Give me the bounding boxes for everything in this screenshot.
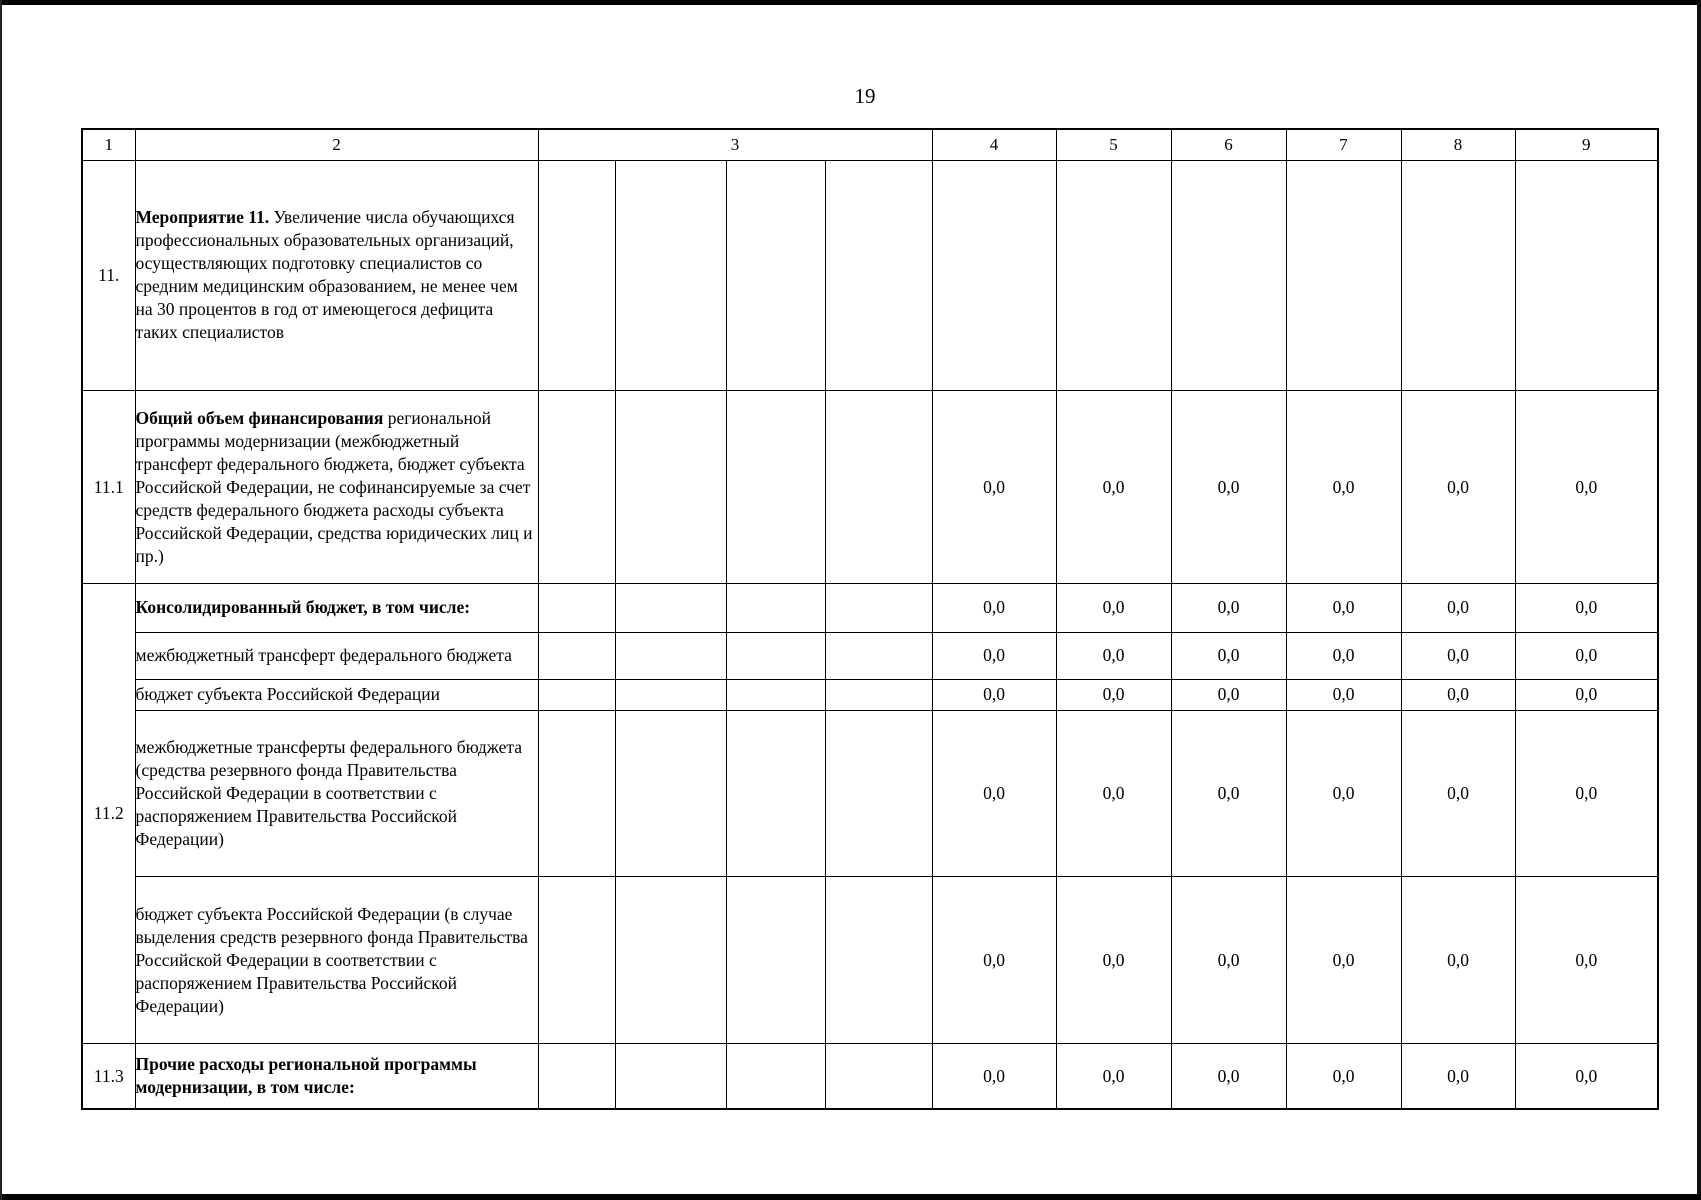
table-row <box>82 391 1658 584</box>
empty-cell <box>615 877 726 1044</box>
empty-cell <box>538 584 615 632</box>
value-cell: 0,0 <box>1515 679 1658 710</box>
value-cell: 0,0 <box>1056 1044 1171 1109</box>
financing-table <box>81 128 1659 1110</box>
empty-cell <box>726 160 825 390</box>
empty-cell <box>825 710 932 876</box>
value-cell: 0,0 <box>1515 584 1658 632</box>
value-cell: 0,0 <box>1056 584 1171 632</box>
scan-border-bottom <box>0 1194 1701 1200</box>
value-cell: 0,0 <box>1401 710 1515 876</box>
row-description <box>135 1044 538 1109</box>
value-cell: 0,0 <box>1401 584 1515 632</box>
header-col-9: 9 <box>1515 129 1658 160</box>
header-col-3: 3 <box>538 129 932 160</box>
value-cell <box>932 160 1056 390</box>
row-title: Общий объем финансирования <box>135 407 384 428</box>
empty-cell <box>825 632 932 679</box>
table-row <box>82 584 1658 632</box>
value-cell: 0,0 <box>1171 1044 1286 1109</box>
empty-cell <box>615 632 726 679</box>
value-cell: 0,0 <box>1286 710 1401 876</box>
value-cell: 0,0 <box>1401 877 1515 1044</box>
value-cell: 0,0 <box>932 1044 1056 1109</box>
empty-cell <box>538 877 615 1044</box>
value-cell: 0,0 <box>1056 679 1171 710</box>
value-cell: 0,0 <box>1515 710 1658 876</box>
value-cell: 0,0 <box>1171 632 1286 679</box>
value-cell: 0,0 <box>1286 1044 1401 1109</box>
value-cell: 0,0 <box>1286 584 1401 632</box>
empty-cell <box>615 584 726 632</box>
empty-cell <box>538 391 615 584</box>
value-cell <box>1171 160 1286 390</box>
empty-cell <box>825 160 932 390</box>
value-cell: 0,0 <box>1056 391 1171 584</box>
row-text: межбюджетный трансферт федерального бюджета <box>135 645 512 666</box>
row-description <box>135 160 538 390</box>
scan-border-top <box>0 0 1701 5</box>
empty-cell <box>538 160 615 390</box>
value-cell: 0,0 <box>1286 679 1401 710</box>
empty-cell <box>538 710 615 876</box>
row-text: межбюджетные трансферты федерального бюджета (средства резервного фонда Правительства Российской Федерации в соответствии с распоряжением Правительства Российской Федерации) <box>135 736 523 849</box>
value-cell: 0,0 <box>1515 877 1658 1044</box>
row-number: 11.3 <box>82 1044 135 1109</box>
empty-cell <box>825 877 932 1044</box>
empty-cell <box>825 584 932 632</box>
value-cell: 0,0 <box>932 710 1056 876</box>
empty-cell <box>538 679 615 710</box>
row-title: Мероприятие 11. <box>135 207 270 228</box>
value-cell: 0,0 <box>932 877 1056 1044</box>
empty-cell <box>726 710 825 876</box>
value-cell: 0,0 <box>1171 877 1286 1044</box>
header-col-1: 1 <box>82 129 135 160</box>
value-cell <box>1401 160 1515 390</box>
empty-cell <box>615 160 726 390</box>
value-cell: 0,0 <box>932 679 1056 710</box>
row-title: Консолидированный бюджет, в том числе: <box>135 597 471 618</box>
header-col-6: 6 <box>1171 129 1286 160</box>
empty-cell <box>538 1044 615 1109</box>
table-row <box>82 160 1658 390</box>
header-col-2: 2 <box>135 129 538 160</box>
row-text: Увеличение числа обучающихся профессиональных образовательных организаций, осуществляющих подготовку специалистов со средним медицинским образованием, не менее чем на 30 процентов в год от имеющегося дефицита таких специалистов <box>135 207 518 343</box>
value-cell: 0,0 <box>932 632 1056 679</box>
empty-cell <box>726 632 825 679</box>
empty-cell <box>825 679 932 710</box>
header-col-4: 4 <box>932 129 1056 160</box>
value-cell <box>1056 160 1171 390</box>
page-number: 19 <box>854 84 876 108</box>
row-description <box>135 710 538 876</box>
value-cell: 0,0 <box>1056 632 1171 679</box>
empty-cell <box>538 632 615 679</box>
value-cell: 0,0 <box>1401 632 1515 679</box>
table-row <box>82 877 1658 1044</box>
value-cell: 0,0 <box>1401 391 1515 584</box>
value-cell: 0,0 <box>1171 391 1286 584</box>
value-cell: 0,0 <box>1056 710 1171 876</box>
empty-cell <box>615 391 726 584</box>
value-cell: 0,0 <box>1286 391 1401 584</box>
row-description <box>135 679 538 710</box>
empty-cell <box>726 584 825 632</box>
table-row <box>82 679 1658 710</box>
table-row <box>82 1044 1658 1109</box>
row-description <box>135 391 538 584</box>
header-col-8: 8 <box>1401 129 1515 160</box>
header-col-5: 5 <box>1056 129 1171 160</box>
empty-cell <box>615 710 726 876</box>
row-number: 11.2 <box>82 584 135 1044</box>
row-number: 11.1 <box>82 391 135 584</box>
scan-border-left <box>0 0 2 1200</box>
header-row <box>82 129 1658 160</box>
value-cell <box>1286 160 1401 390</box>
row-description <box>135 584 538 632</box>
value-cell: 0,0 <box>932 584 1056 632</box>
empty-cell <box>825 1044 932 1109</box>
value-cell: 0,0 <box>1515 1044 1658 1109</box>
empty-cell <box>726 391 825 584</box>
scan-border-right <box>1697 0 1701 1200</box>
row-description <box>135 877 538 1044</box>
value-cell <box>1515 160 1658 390</box>
value-cell: 0,0 <box>1056 877 1171 1044</box>
row-number: 11. <box>82 160 135 390</box>
row-title: Прочие расходы региональной программы модернизации, в том числе: <box>135 1054 477 1098</box>
empty-cell <box>825 391 932 584</box>
value-cell: 0,0 <box>1171 584 1286 632</box>
table-row <box>82 632 1658 679</box>
empty-cell <box>615 1044 726 1109</box>
value-cell: 0,0 <box>1401 679 1515 710</box>
empty-cell <box>615 679 726 710</box>
row-text: региональной программы модернизации (межбюджетный трансферт федерального бюджета, бюджет субъекта Российской Федерации, не софинансируемые за счет средств федерального бюджета расходы субъекта Российской Федерации, средства юридических лиц и пр.) <box>135 407 533 566</box>
empty-cell <box>726 679 825 710</box>
row-description <box>135 632 538 679</box>
value-cell: 0,0 <box>1171 679 1286 710</box>
value-cell: 0,0 <box>1171 710 1286 876</box>
row-text: бюджет субъекта Российской Федерации <box>135 684 441 705</box>
value-cell: 0,0 <box>1286 632 1401 679</box>
empty-cell <box>726 877 825 1044</box>
value-cell: 0,0 <box>1286 877 1401 1044</box>
empty-cell <box>726 1044 825 1109</box>
table-row <box>82 710 1658 876</box>
value-cell: 0,0 <box>1401 1044 1515 1109</box>
value-cell: 0,0 <box>1515 632 1658 679</box>
value-cell: 0,0 <box>932 391 1056 584</box>
value-cell: 0,0 <box>1515 391 1658 584</box>
row-text: бюджет субъекта Российской Федерации (в случае выделения средств резервного фонда Правительства Российской Федерации в соответствии с распоряжением Правительства Российской Федерации) <box>135 903 528 1016</box>
header-col-7: 7 <box>1286 129 1401 160</box>
